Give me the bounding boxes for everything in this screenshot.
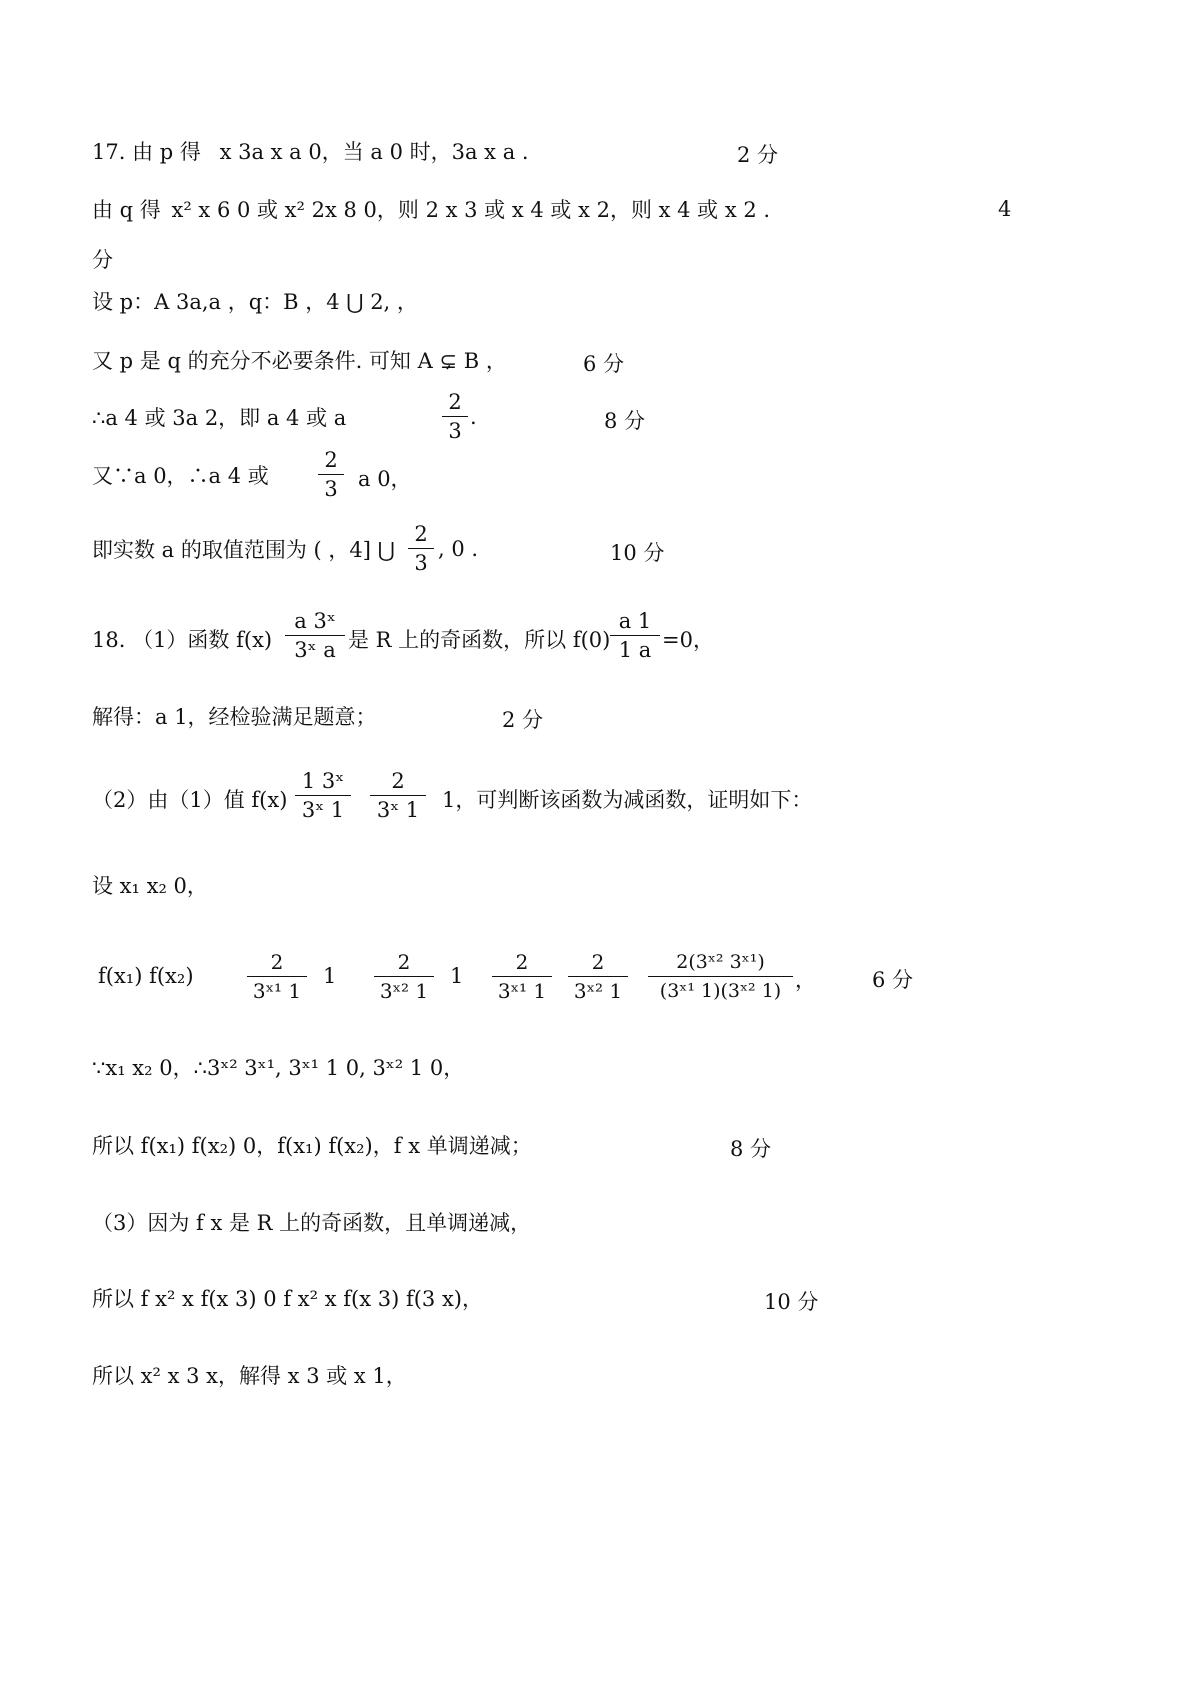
q17-line6-pre: 又∵a 0，∴a 4 或 <box>92 464 269 488</box>
q18-line5-fraction3 <box>492 948 552 1005</box>
q18-line7-score: 8 分 <box>730 1137 772 1161</box>
q18-line7: 所以 f(x₁) f(x₂) 0，f(x₁) f(x₂)，f x 单调递减； <box>92 1134 532 1158</box>
fraction-denominator: 3ˣ¹ 1 <box>497 979 547 1003</box>
q17-line1-head: 17. 由 p 得 <box>92 140 201 164</box>
q17-line5 <box>92 405 346 431</box>
q17-line6-fraction <box>318 446 344 503</box>
q18-line5-fraction1 <box>247 948 307 1005</box>
q18-line1-mid: 是 R 上的奇函数，所以 f(0) <box>348 628 611 652</box>
fraction-denominator: 3 <box>414 551 428 575</box>
fraction-numerator: 2 <box>397 950 411 974</box>
q17-line6-post: a 0， <box>358 467 412 491</box>
fraction-numerator: 2 <box>515 950 529 974</box>
q18-line5-score: 6 分 <box>872 968 914 992</box>
q18-line2: 解得：a 1，经检验满足题意； <box>92 705 377 729</box>
fraction-denominator: (3ˣ¹ 1)(3ˣ² 1) <box>659 980 782 1002</box>
fraction-numerator: 1 3ˣ <box>301 769 345 793</box>
fraction-denominator: 1 a <box>618 638 652 662</box>
q18-line1-post: =0， <box>662 628 714 652</box>
q18-line5-pre: f(x₁) f(x₂) <box>98 964 194 988</box>
q17-line7-fraction <box>408 520 434 577</box>
q18-line3-post: 1，可判断该函数为减函数，证明如下： <box>442 788 813 812</box>
q17-line1-score: 2 分 <box>737 143 779 167</box>
fraction-denominator: 3ˣ a <box>294 638 336 662</box>
fraction-denominator: 3 <box>324 477 338 501</box>
fraction-denominator: 3ˣ 1 <box>301 798 345 822</box>
q17-line5-pre: ∴a 4 或 3a 2，即 a 4 或 a <box>92 406 347 430</box>
fraction-numerator: 2 <box>270 950 284 974</box>
q18-line5-after2: 1 <box>450 964 464 988</box>
q18-line1-pre: 18. （1）函数 f(x) <box>92 628 273 652</box>
q17-line2 <box>92 197 770 223</box>
q17-line2-head: 由 q 得 <box>92 198 161 222</box>
q18-line3-pre: （2）由（1）值 f(x) <box>92 788 288 812</box>
fraction-numerator: 2 <box>324 448 338 472</box>
q17-line7 <box>92 537 395 563</box>
q17-line1-expr: x 3a x a 0，当 a 0 时，3a x a . <box>219 140 529 164</box>
fraction-numerator: 2 <box>591 950 605 974</box>
fraction-numerator: a 1 <box>618 609 652 633</box>
fraction-denominator: 3ˣ¹ 1 <box>252 979 302 1003</box>
fraction-numerator: 2 <box>414 522 428 546</box>
q18-line2-score: 2 分 <box>502 708 544 732</box>
fraction-numerator: 2 <box>448 390 462 414</box>
q18-line5-after5: ， <box>795 968 816 992</box>
q18-line9: 所以 f x² x f(x 3) 0 f x² x f(x 3) f(3 x)， <box>92 1287 483 1311</box>
q17-line2-score: 4 <box>998 197 1012 221</box>
q17-line5-score: 8 分 <box>604 409 646 433</box>
fraction-denominator: 3ˣ² 1 <box>573 979 623 1003</box>
q18-line1-fraction1 <box>285 607 345 664</box>
q18-line6: ∵x₁ x₂ 0，∴3ˣ² 3ˣ¹, 3ˣ¹ 1 0, 3ˣ² 1 0， <box>92 1056 465 1080</box>
q17-line5-post: . <box>470 405 477 429</box>
q17-line4: 又 p 是 q 的充分不必要条件. 可知 A ⊊ B ， <box>92 349 507 373</box>
fraction-numerator: 2(3ˣ² 3ˣ¹) <box>676 951 765 973</box>
fraction-denominator: 3ˣ 1 <box>376 798 420 822</box>
q18-line3-fraction1 <box>295 767 351 824</box>
q17-line7-score: 10 分 <box>610 541 665 565</box>
q18-line1-fraction2 <box>610 607 660 664</box>
q18-line5-fraction2 <box>374 948 434 1005</box>
q18-line9-score: 10 分 <box>764 1290 819 1314</box>
q17-line2-expr: x² x 6 0 或 x² 2x 8 0，则 2 x 3 或 x 4 或 x 2，则 x 4 或 x 2 . <box>171 198 771 222</box>
q18-line8: （3）因为 f x 是 R 上的奇函数，且单调递减， <box>92 1211 532 1235</box>
q17-line2-score-wrap: 分 <box>92 248 113 272</box>
q17-line7-pre: 即实数 a 的取值范围为 ( ，4] ⋃ <box>92 538 395 562</box>
q18-line5-fraction5 <box>648 948 793 1005</box>
q17-line3: 设 p：A 3a,a ，q：B ，4 ⋃ 2, ， <box>92 290 418 314</box>
fraction-denominator: 3 <box>448 419 462 443</box>
q18-line10: 所以 x² x 3 x，解得 x 3 或 x 1， <box>92 1364 407 1388</box>
q17-line1 <box>92 139 529 165</box>
fraction-numerator: 2 <box>391 769 405 793</box>
fraction-numerator: a 3ˣ <box>294 609 336 633</box>
q17-line5-fraction <box>442 388 468 445</box>
q17-line7-post: , 0 . <box>438 537 479 561</box>
q18-line5-after1: 1 <box>323 964 337 988</box>
q18-line4: 设 x₁ x₂ 0， <box>92 874 208 898</box>
q18-line5-fraction4 <box>568 948 628 1005</box>
q18-line3-fraction2 <box>370 767 426 824</box>
q17-line4-score: 6 分 <box>583 352 625 376</box>
q17-line6 <box>92 463 269 489</box>
fraction-denominator: 3ˣ² 1 <box>379 979 429 1003</box>
